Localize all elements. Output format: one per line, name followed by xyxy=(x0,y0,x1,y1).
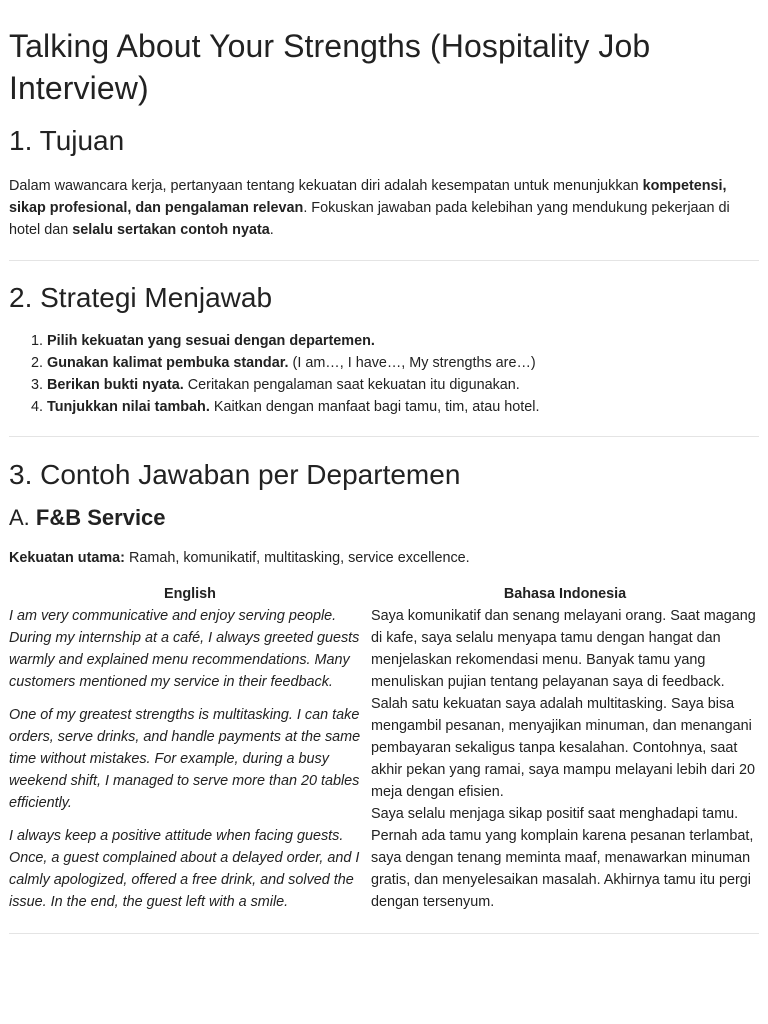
table-header-row xyxy=(9,583,759,605)
subsection-heading-fb-service xyxy=(9,504,759,532)
list-item-bold: Gunakan kalimat pembuka standar. xyxy=(47,355,289,371)
english-cell xyxy=(9,605,371,913)
list-item-text: Kaitkan dengan manfaat bagi tamu, tim, atau hotel. xyxy=(209,399,540,415)
list-item xyxy=(47,396,759,418)
section-divider xyxy=(9,436,759,437)
bold-run: kompetensi, sikap profesional, dan pengalaman relevan xyxy=(9,178,727,216)
text-run: . xyxy=(269,222,274,238)
english-answer: I am very communicative and enjoy serving people. During my internship at a café, I always greeted guests warmly and explained menu recommendations. Many customers mentioned my service in their feedback. xyxy=(9,608,360,690)
document-title: Talking About Your Strengths (Hospitality Job Interview) xyxy=(9,28,651,106)
list-item xyxy=(47,330,759,352)
table-row xyxy=(9,605,759,913)
list-item-bold: Tunjukkan nilai tambah. xyxy=(47,399,210,415)
section-divider xyxy=(9,260,759,261)
text-run: . Fokuskan jawaban pada kelebihan yang mendukung pekerjaan di hotel dan xyxy=(9,200,730,238)
indonesian-cell xyxy=(371,605,759,913)
answer-comparison-table xyxy=(9,583,759,913)
key-strengths-label: Kekuatan utama: xyxy=(9,550,125,566)
column-header-english: English xyxy=(164,586,216,602)
section-heading-strategi: 2. Strategi Menjawab xyxy=(9,282,273,313)
column-header-indonesia: Bahasa Indonesia xyxy=(503,586,627,602)
section-heading-contoh: 3. Contoh Jawaban per Departemen xyxy=(9,459,461,490)
section-divider xyxy=(9,933,759,934)
strategy-list xyxy=(9,330,759,418)
english-answer: One of my greatest strengths is multitasking. I can take orders, serve drinks, and handle payments at the same time without mistakes. For example, during a busy weekend shift, I managed to serve more than 20 tables efficiently. xyxy=(9,707,361,811)
indonesian-answer: Saya selalu menjaga sikap positif saat menghadapi tamu. Pernah ada tamu yang komplain karena pesanan terlambat, saya dengan tenang meminta maaf, menawarkan minuman gratis, dan menyelesaikan masalah. Akhirnya tamu itu pergi dengan tersenyum. xyxy=(371,806,754,910)
list-item-text: (I am…, I have…, My strengths are…) xyxy=(288,355,536,371)
indonesian-answer: Salah satu kekuatan saya adalah multitasking. Saya bisa mengambil pesanan, menyajikan minuman, dan menangani pembayaran sekaligus tanpa kesalahan. Contohnya, saat akhir pekan yang ramai, saya mampu melayani lebih dari 20 meja dengan efisien. xyxy=(371,696,755,800)
subsection-prefix: A. xyxy=(9,505,36,530)
list-item-text: Ceritakan pengalaman saat kekuatan itu digunakan. xyxy=(183,377,520,393)
section-heading-tujuan: 1. Tujuan xyxy=(9,125,125,156)
subsection-title: F&B Service xyxy=(35,505,166,530)
key-strengths xyxy=(9,547,759,569)
text-run: Dalam wawancara kerja, pertanyaan tentang kekuatan diri adalah kesempatan untuk menunjukkan xyxy=(9,178,643,194)
english-answer: I always keep a positive attitude when facing guests. Once, a guest complained about a delayed order, and I calmly apologized, offered a free drink, and solved the issue. In the end, the guest left with a smile. xyxy=(9,828,360,910)
tujuan-paragraph xyxy=(9,175,759,241)
bold-run: selalu sertakan contoh nyata xyxy=(72,222,270,238)
indonesian-answer: Saya komunikatif dan senang melayani orang. Saat magang di kafe, saya selalu menyapa tamu dengan hangat dan menjelaskan rekomendasi menu. Banyak tamu yang menuliskan pujian tentang pelayanan saya di feedback. xyxy=(371,608,756,690)
key-strengths-text: Ramah, komunikatif, multitasking, service excellence. xyxy=(124,550,470,566)
list-item-bold: Pilih kekuatan yang sesuai dengan departemen. xyxy=(47,333,375,349)
list-item xyxy=(47,374,759,396)
list-item-bold: Berikan bukti nyata. xyxy=(47,377,184,393)
list-item xyxy=(47,352,759,374)
